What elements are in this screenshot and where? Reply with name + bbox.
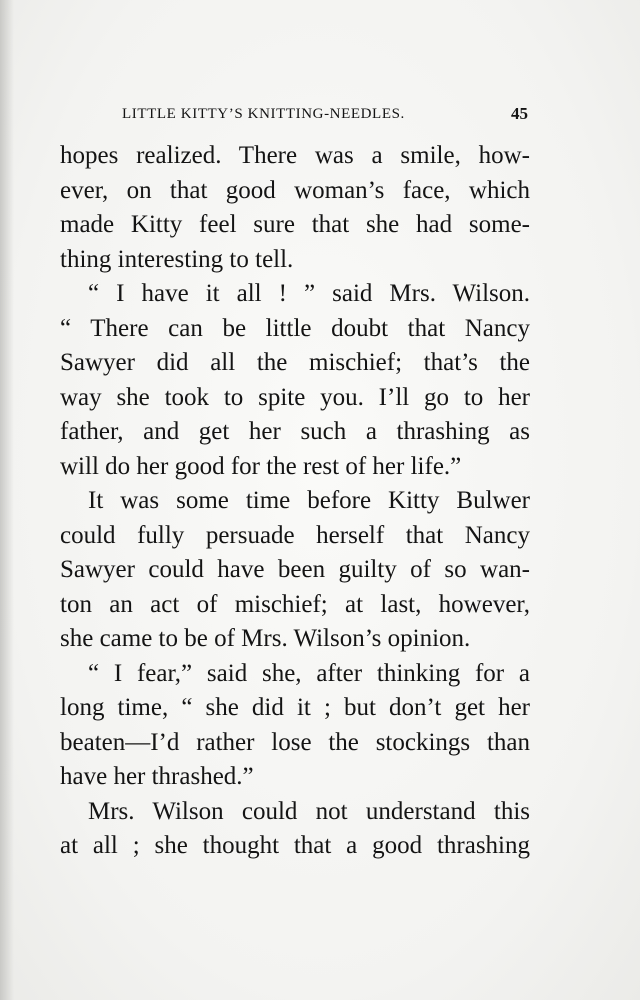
text-line: could fully persuade herself that Nancy — [60, 521, 530, 549]
text-line: way she took to spite you. I’ll go to her — [60, 383, 530, 411]
running-title: LITTLE KITTY’S KNITTING-NEEDLES. — [122, 106, 405, 122]
body-text — [60, 139, 530, 864]
text-line: father, and get her such a thrashing as — [60, 418, 530, 445]
text-line: “ There can be little doubt that Nancy — [60, 314, 530, 342]
text-line: will do her good for the rest of her life.” — [60, 452, 462, 480]
text-line: have her thrashed.” — [60, 763, 254, 790]
text-line: “ I fear,” said she, after thinking for a — [88, 659, 530, 687]
text-line: ever, on that good woman’s face, which — [60, 176, 530, 204]
page-number: 45 — [511, 104, 528, 123]
text-line: Sawyer did all the mischief; that’s the — [60, 349, 530, 376]
text-line: Mrs. Wilson could not understand this — [88, 797, 530, 825]
text-line: hopes realized. There was a smile, how- — [60, 142, 530, 169]
text-line: made Kitty feel sure that she had some- — [60, 211, 530, 238]
text-line: she came to be of Mrs. Wilson’s opinion. — [60, 625, 471, 652]
text-line: It was some time before Kitty Bulwer — [88, 487, 530, 514]
text-line: thing interesting to tell. — [60, 245, 294, 273]
text-line: long time, “ she did it ; but don’t get her — [60, 694, 530, 721]
page-gutter-shadow — [0, 0, 14, 1000]
text-line: beaten—I’d rather lose the stockings than — [60, 728, 530, 756]
text-line: ton an act of mischief; at last, however, — [60, 590, 530, 618]
text-line: at all ; she thought that a good thrashing — [60, 832, 530, 859]
text-line: “ I have it all ! ” said Mrs. Wilson. — [88, 280, 530, 307]
running-head — [60, 102, 530, 126]
text-line: Sawyer could have been guilty of so wan- — [60, 556, 530, 583]
